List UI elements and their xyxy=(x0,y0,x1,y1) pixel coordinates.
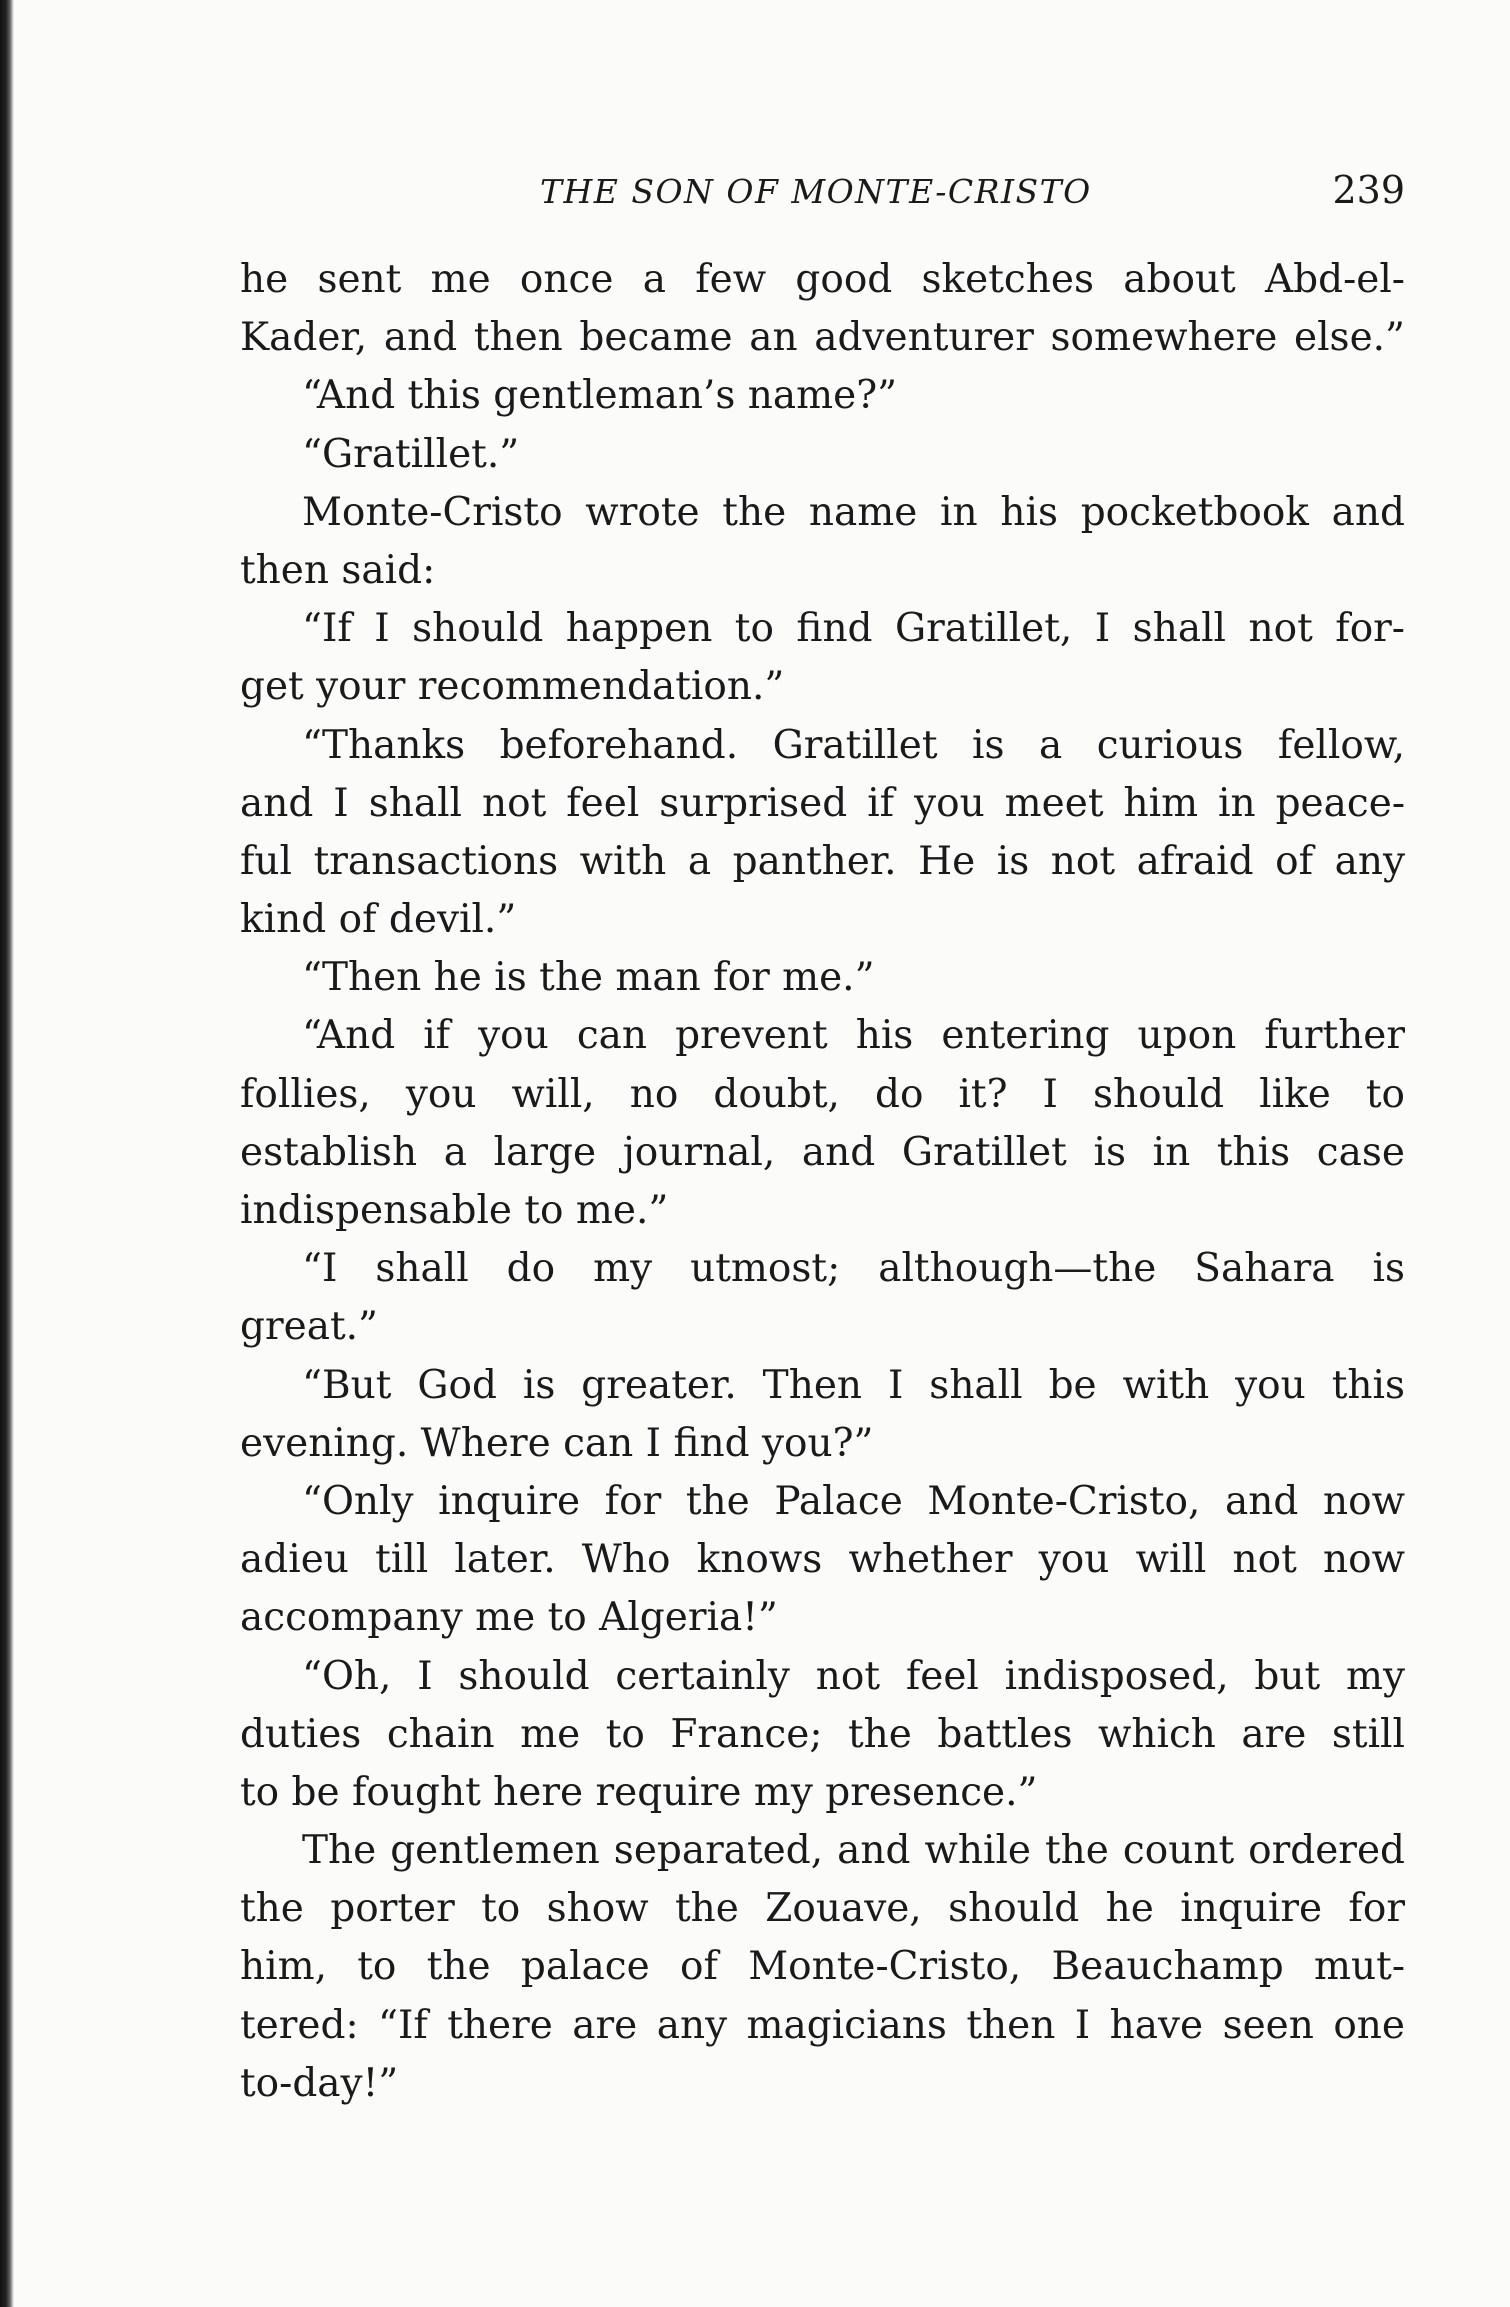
text-line: ful transactions with a panther. He is not afraid of any xyxy=(240,838,1405,884)
text-line: and I shall not feel surprised if you meet him in peace- xyxy=(240,780,1405,826)
page-number: 239 xyxy=(1332,168,1405,212)
text-line: “Thanks beforehand. Gratillet is a curious fellow, xyxy=(302,722,1405,768)
text-line: “Gratillet.” xyxy=(302,431,520,477)
body-text xyxy=(240,251,1405,2113)
text-line: “Then he is the man for me.” xyxy=(302,955,875,1001)
text-line: evening. Where can I find you?” xyxy=(240,1420,874,1466)
binding-edge-shadow xyxy=(0,0,14,2307)
text-line: he sent me once a few good sketches about Abd-el- xyxy=(240,257,1405,302)
running-head xyxy=(240,168,1405,222)
text-line: Kader, and then became an adventurer somewhere else.” xyxy=(240,315,1405,361)
text-line: follies, you will, no doubt, do it? I should like to xyxy=(240,1071,1405,1117)
text-line: “If I should happen to find Gratillet, I shall not for- xyxy=(302,606,1405,652)
text-line: “And if you can prevent his entering upon further xyxy=(302,1013,1405,1059)
text-line: great.” xyxy=(240,1304,378,1350)
text-line: the porter to show the Zouave, should he inquire for xyxy=(240,1886,1405,1932)
text-line: Monte-Cristo wrote the name in his pocketbook and xyxy=(302,489,1405,535)
text-line: accompany me to Algeria!” xyxy=(240,1595,778,1641)
text-line: adieu till later. Who knows whether you will not now xyxy=(240,1537,1405,1583)
text-line: him, to the palace of Monte-Cristo, Beauchamp mut- xyxy=(240,1944,1405,1990)
text-line: kind of devil.” xyxy=(240,897,517,943)
text-line: “I shall do my utmost; although—the Sahara is xyxy=(302,1246,1405,1292)
text-line: indispensable to me.” xyxy=(240,1188,669,1233)
text-line: then said: xyxy=(240,547,436,593)
text-line: duties chain me to France; the battles which are still xyxy=(240,1711,1405,1757)
text-line: The gentlemen separated, and while the count ordered xyxy=(302,1828,1405,1874)
text-line: “But God is greater. Then I shall be with you this xyxy=(302,1362,1405,1408)
text-line: to-day!” xyxy=(240,2060,399,2106)
text-line: to be fought here require my presence.” xyxy=(240,1769,1038,1815)
text-line: tered: “If there are any magicians then I have seen one xyxy=(240,2002,1405,2048)
text-line: “Only inquire for the Palace Monte-Cristo, and now xyxy=(302,1478,1405,1524)
text-line: get your recommendation.” xyxy=(240,664,785,710)
running-title: THE SON OF MONTE-CRISTO xyxy=(540,172,1092,211)
text-line: “And this gentleman’s name?” xyxy=(302,373,898,419)
text-line: “Oh, I should certainly not feel indisposed, but my xyxy=(302,1653,1405,1699)
text-line: establish a large journal, and Gratillet is in this case xyxy=(240,1129,1405,1175)
